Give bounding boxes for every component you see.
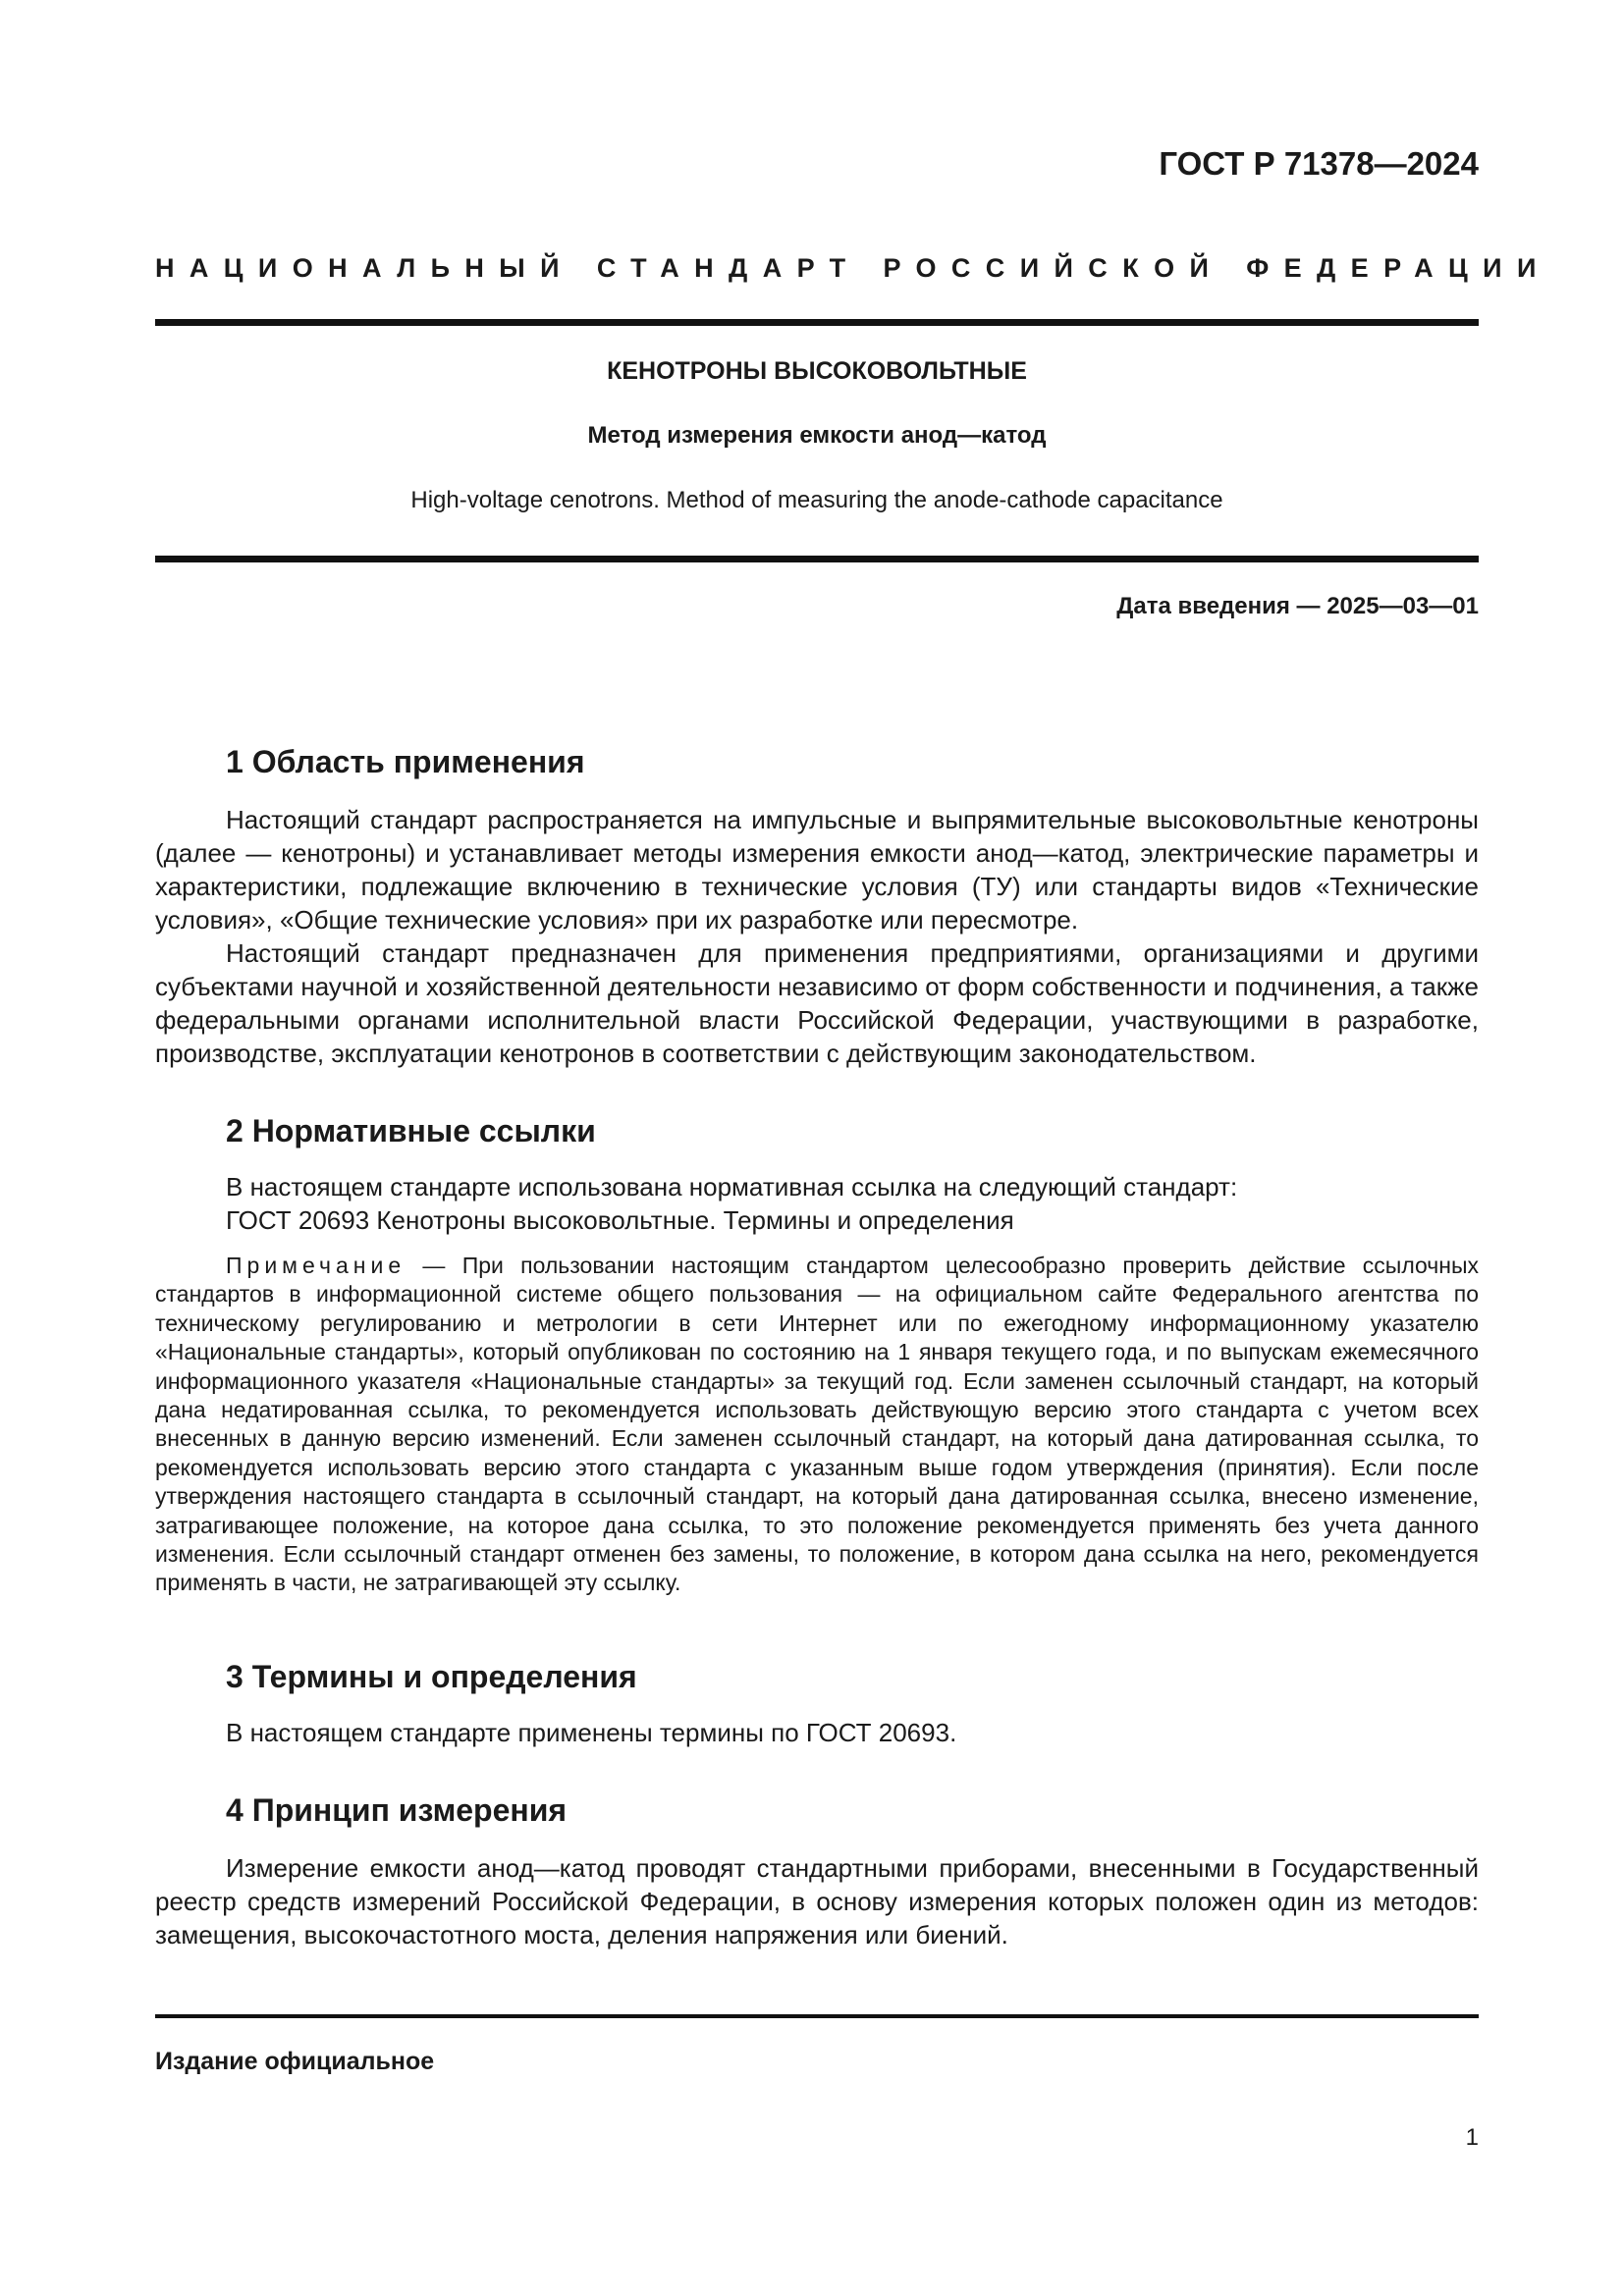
section-1-paragraph-2: Настоящий стандарт предназначен для применения предприятиями, организациями и другими субъектами научной и хозяйственной деятельности независимо от форм собственности и подчинения, а также федеральными органами исполнительной власти Российской Федерации, участвующими в разработке, производстве, эксплуатации кенотронов в соответствии с действующим законодательством.	[155, 938, 1479, 1068]
official-edition-label: Издание официальное	[155, 2048, 435, 2075]
section-3-heading: 3 Термины и определения	[226, 1659, 637, 1694]
note-paragraph: Примечание — При пользовании настоящим стандартом целесообразно проверить действие ссылочных стандартов в информационной системе общего пользования — на официальном сайте Федерального агентства по техническому регулированию и метрологии в сети Интернет или по ежегодному информационному указателю «Национальные стандарты», который опубликован по состоянию на 1 января текущего года, и по выпускам ежемесячного информационного указателя «Национальные стандарты» за текущий год. Если заменен ссылочный стандарт, на который дана недатированная ссылка, то рекомендуется использовать действующую версию этого стандарта с учетом всех внесенных в данную версию изменений. Если заменен ссылочный стандарт, на который дана датированная ссылка, то рекомендуется использовать версию этого стандарта с указанным выше годом утверждения (принятия). Если после утверждения настоящего стандарта в ссылочный стандарт, на который дана датированная ссылка, внесено изменение, затрагивающее положение, на которое дана ссылка, то это положение рекомендуется применять без учета данного изменения. Если ссылочный стандарт отменен без замены, то положение, в котором дана ссылка на него, рекомендуется применять в части, не затрагивающей эту ссылку.	[155, 1253, 1479, 1596]
document-subtitle: Метод измерения емкости анод—катод	[587, 422, 1047, 449]
section-1-heading: 1 Область применения	[226, 744, 585, 779]
header-rule	[155, 319, 1479, 326]
section-1-paragraph-1: Настоящий стандарт распространяется на импульсные и выпрямительные высоковольтные кенотроны (далее — кенотроны) и устанавливает методы измерения емкости анод—катод, электрические параметры и характеристики, подлежащие включению в технические условия (ТУ) или стандарты видов «Технические условия», «Общие технические условия» при их разработке или пересмотре.	[155, 805, 1479, 934]
national-standard-banner: НАЦИОНАЛЬНЫЙ СТАНДАРТ РОССИЙСКОЙ ФЕДЕРАЦИИ	[155, 253, 1551, 283]
section-2-intro-line: В настоящем стандарте использована нормативная ссылка на следующий стандарт:	[226, 1172, 1238, 1201]
normative-reference: ГОСТ 20693 Кенотроны высоковольтные. Термины и определения	[226, 1205, 1014, 1235]
gost-number: ГОСТ Р 71378—2024	[1159, 145, 1479, 182]
introduction-date: Дата введения — 2025—03—01	[1116, 593, 1479, 619]
section-3-text: В настоящем стандарте применены термины по ГОСТ 20693.	[226, 1718, 957, 1747]
note-label: Примечание	[226, 1253, 406, 1278]
section-2-heading: 2 Нормативные ссылки	[226, 1113, 596, 1148]
title-rule	[155, 556, 1479, 562]
document-title: КЕНОТРОНЫ ВЫСОКОВОЛЬТНЫЕ	[607, 357, 1027, 385]
footer-rule	[155, 2014, 1479, 2018]
section-4-heading: 4 Принцип измерения	[226, 1792, 568, 1828]
english-title: High-voltage cenotrons. Method of measuring the anode-cathode capacitance	[410, 487, 1223, 513]
section-4-paragraph: Измерение емкости анод—катод проводят стандартными приборами, внесенными в Государственный реестр средств измерений Российской Федерации, в основу измерения которых положен один из методов: замещения, высокочастотного моста, деления напряжения или биений.	[155, 1853, 1479, 1949]
note-text: При пользовании настоящим стандартом целесообразно проверить действие ссылочных стандартов в информационной системе общего пользования — на официальном сайте Федерального агентства по техническому регулированию и метрологии в сети Интернет или по ежегодному информационному указателю «Национальные стандарты», который опубликован по состоянию на 1 января текущего года, и по выпускам ежемесячного информационного указателя «Национальные стандарты» за текущий год. Если заменен ссылочный стандарт, на который дана недатированная ссылка, то рекомендуется использовать действующую версию этого стандарта с учетом всех внесенных в данную версию изменений. Если заменен ссылочный стандарт, на который дана датированная ссылка, то рекомендуется использовать версию этого стандарта с указанным выше годом утверждения (принятия). Если после утверждения настоящего стандарта в ссылочный стандарт, на который дана датированная ссылка, внесено изменение, затрагивающее положение, на которое дана ссылка, то это положение рекомендуется применять без учета данного изменения. Если ссылочный стандарт отменен без замены, то положение, в котором дана ссылка на него, рекомендуется применять в части, не затрагивающей эту ссылку.	[155, 1253, 1479, 1596]
page-number: 1	[1465, 2124, 1479, 2151]
